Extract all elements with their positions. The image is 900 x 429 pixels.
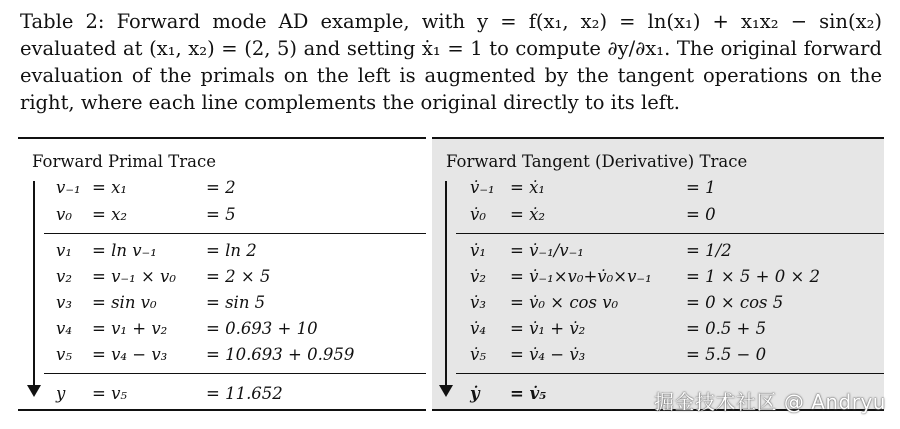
primal-trace-title: Forward Primal Trace: [32, 152, 217, 171]
tangent-expr: = v̇₁ + v̇₂: [510, 319, 586, 338]
section-separator: [456, 233, 884, 234]
primal-lhs: v₄: [56, 319, 72, 338]
tangent-lhs: v̇₁: [470, 241, 486, 260]
tangent-lhs: v̇₋₁: [470, 178, 495, 197]
section-separator: [44, 233, 426, 234]
tangent-lhs: v̇₃: [470, 293, 486, 312]
tangent-trace-title: Forward Tangent (Derivative) Trace: [446, 152, 748, 171]
tangent-lhs: v̇₀: [470, 205, 486, 224]
primal-expr: = v₄ − v₃: [92, 345, 168, 364]
evaluation-arrow-shaft: [445, 181, 447, 386]
tangent-expr: = v̇₋₁/v₋₁: [510, 241, 584, 260]
primal-value: = 0.693 + 10: [206, 319, 318, 338]
tangent-expr: = ẋ₂: [510, 205, 545, 224]
primal-expr: = v₋₁ × v₀: [92, 267, 176, 286]
primal-lhs: v₀: [56, 205, 72, 224]
primal-trace-panel: [18, 137, 426, 411]
evaluation-arrow-shaft: [33, 181, 35, 386]
tangent-value: = 1: [686, 178, 716, 197]
table-caption: [20, 8, 882, 116]
top-rule: [18, 137, 426, 139]
primal-expr: = sin v₀: [92, 293, 157, 312]
tangent-value: = 1 × 5 + 0 × 2: [686, 267, 821, 286]
section-separator: [44, 373, 426, 374]
tangent-lhs: v̇₅: [470, 345, 486, 364]
tangent-expr: = v̇₀ × cos v₀: [510, 293, 619, 312]
tangent-expr: = v̇₄ − v̇₃: [510, 345, 586, 364]
primal-expr: = v₁ + v₂: [92, 319, 168, 338]
tangent-expr: = v̇₋₁×v₀+v̇₀×v₋₁: [510, 267, 652, 286]
primal-lhs: v₂: [56, 267, 72, 286]
tangent-value: = 0 × cos 5: [686, 293, 784, 312]
tangent-expr: = v̇₅: [510, 384, 547, 403]
primal-value: = 10.693 + 0.959: [206, 345, 355, 364]
primal-value: = 11.652: [206, 384, 283, 403]
primal-expr: = x₂: [92, 205, 127, 224]
tangent-value: = 5.5 − 0: [686, 345, 767, 364]
tangent-lhs: v̇₂: [470, 267, 486, 286]
watermark-text: 掘金技术社区 @ Andryu: [653, 390, 886, 414]
primal-expr: = ln v₋₁: [92, 241, 157, 260]
primal-value: = sin 5: [206, 293, 266, 312]
tangent-lhs: v̇₄: [470, 319, 486, 338]
tangent-trace-panel: [432, 137, 884, 411]
primal-lhs: v₃: [56, 293, 72, 312]
primal-value: = 2 × 5: [206, 267, 271, 286]
primal-lhs: v₋₁: [56, 178, 81, 197]
evaluation-arrow-head: [27, 385, 41, 397]
primal-lhs: v₅: [56, 345, 72, 364]
tangent-value: = 0: [686, 205, 716, 224]
primal-value: = ln 2: [206, 241, 257, 260]
section-separator: [456, 373, 884, 374]
tangent-value: = 1/2: [686, 241, 732, 260]
top-rule: [432, 137, 884, 139]
primal-expr: = v₅: [92, 384, 128, 403]
tangent-value: = 0.5 + 5: [686, 319, 767, 338]
tangent-expr: = ẋ₁: [510, 178, 545, 197]
primal-value: = 5: [206, 205, 236, 224]
primal-value: = 2: [206, 178, 236, 197]
caption-text: Table 2: Forward mode AD example, with y = f(x₁, x₂) = ln(x₁) + x₁x₂ − sin(x₂) evaluated at (x₁, x₂) = (2, 5) and setting ẋ₁ = 1 to compute ∂y/∂x₁. The original forward evaluation of the primals on the left is augmented by the tangent operations on the right, where each line complements the original directly to its left.: [20, 10, 882, 114]
primal-lhs: y: [56, 384, 66, 403]
primal-lhs: v₁: [56, 241, 72, 260]
tangent-lhs: ẏ: [470, 384, 480, 403]
primal-expr: = x₁: [92, 178, 127, 197]
evaluation-arrow-head: [439, 385, 453, 397]
bottom-rule: [18, 409, 426, 411]
